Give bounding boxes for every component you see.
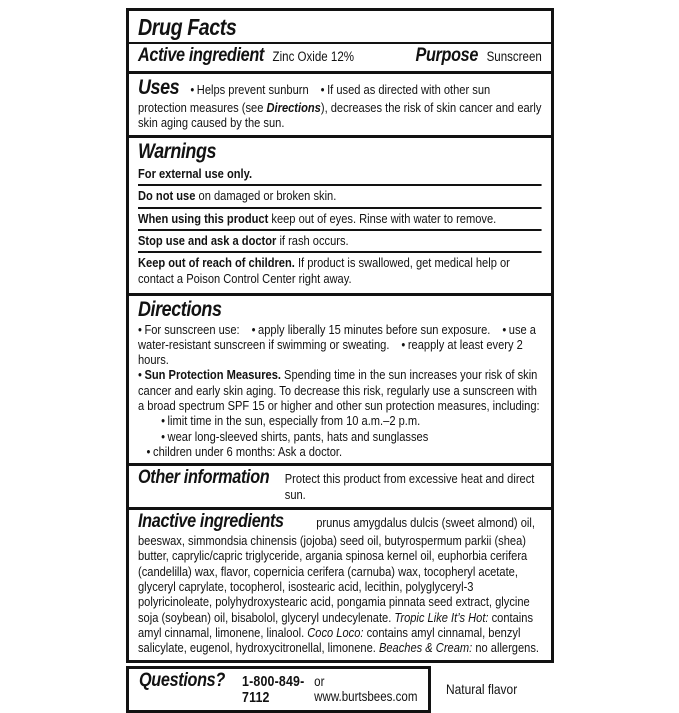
- questions-heading: Questions?: [139, 669, 225, 691]
- warning-bold: Do not use: [138, 188, 196, 204]
- uses-bullet-1-text: Helps prevent sunburn: [196, 82, 309, 98]
- directions-bullet-text: For sunscreen use:: [144, 321, 240, 337]
- warning-text: If product is swallowed, get medical help or contact a Poison Control Center right away.: [138, 255, 510, 286]
- active-ingredient-heading: Active ingredient: [138, 45, 264, 67]
- questions-phone-number: 1-800-849-7112: [242, 673, 305, 706]
- uses-bullet-2-post: ), decreases the risk of skin cancer and early skin aging caused by the sun.: [138, 99, 542, 131]
- inactive-ingredients-heading: Inactive ingredients: [138, 511, 284, 533]
- directions-children-bullet: [138, 444, 542, 459]
- bottom-row: [126, 666, 554, 713]
- bullet-icon: •: [138, 321, 142, 337]
- bullet-icon: •: [320, 82, 325, 98]
- warning-row-when-using: [138, 207, 542, 229]
- uses-bullet-1: [190, 82, 308, 97]
- warning-bold: Stop use and ask a doctor: [138, 233, 277, 248]
- sub-bullet-text: wear long-sleeved shirts, pants, hats and sunglasses: [167, 428, 429, 444]
- warning-row-keep-out-of-reach: [138, 251, 542, 289]
- warning-row-stop-use: [138, 229, 542, 251]
- directions-bullet-text: apply liberally 15 minutes before sun exposure.: [258, 321, 491, 337]
- directions-bullet-text: reapply at least every 2 hours.: [138, 336, 523, 368]
- drug-facts-label: [126, 8, 554, 713]
- bullet-icon: •: [138, 367, 142, 383]
- warning-bold: For external use only.: [138, 166, 253, 182]
- uses-directions-ref: Directions: [266, 99, 321, 115]
- inactive-ingredients-text: contains amyl cinnamal, benzyl salicylate, eugenol, hydroxycitronellal, limonene.: [138, 624, 521, 656]
- natural-flavor-label: Natural flavor: [445, 681, 517, 698]
- bullet-icon: •: [251, 321, 256, 337]
- bullet-icon: •: [161, 413, 165, 429]
- directions-bullet-text: use a water-resistant sunscreen if swimming or sweating.: [138, 321, 537, 352]
- active-ingredient-section: [129, 44, 551, 74]
- uses-heading: Uses: [138, 76, 180, 100]
- warnings-section: [129, 138, 551, 296]
- inactive-ingredients-section: [129, 510, 551, 660]
- sub-bullet-text: limit time in the sun, especially from 10 a.m.–2 p.m.: [167, 413, 421, 429]
- warnings-heading: Warnings: [138, 139, 217, 163]
- title-section: [129, 11, 551, 44]
- children-bullet-text: children under 6 months: Ask a doctor.: [153, 444, 343, 460]
- bullet-icon: •: [502, 321, 507, 337]
- fragrance-name-tropic-like-its-hot: Tropic Like It’s Hot:: [394, 609, 489, 625]
- sun-protection-bold: Sun Protection Measures.: [144, 367, 281, 383]
- drug-facts-title: Drug Facts: [138, 14, 237, 40]
- bullet-icon: •: [146, 444, 151, 460]
- directions-sub-bullet-clothing: [138, 429, 542, 444]
- other-information-heading: Other information: [138, 467, 270, 489]
- bullet-icon: •: [190, 82, 195, 98]
- fragrance-name-coco-loco: Coco Loco:: [307, 624, 364, 640]
- other-information-section: [129, 466, 551, 510]
- uses-section: [129, 74, 551, 137]
- fragrance-name-beaches-and-cream: Beaches & Cream:: [378, 640, 473, 656]
- active-ingredient-value: Zinc Oxide 12%: [272, 49, 355, 65]
- sun-protection-text: Spending time in the sun increases your risk of skin cancer and early skin aging. To decrease this risk, regularly use a sunscreen with a broad spectrum SPF 15 or higher and other sun protection measures, including:: [138, 367, 540, 414]
- bullet-icon: •: [161, 428, 165, 444]
- inactive-ingredients-text: contains amyl cinnamal, limonene, linalool.: [138, 609, 534, 640]
- directions-line-1: [138, 322, 542, 368]
- warning-bold: When using this product: [138, 210, 269, 226]
- directions-sub-bullet-limit-time: [138, 413, 542, 428]
- uses-bullet-2-pre: If used as directed with other sun protection measures (see: [138, 82, 491, 115]
- warning-text: keep out of eyes. Rinse with water to remove.: [268, 210, 497, 226]
- directions-section: [129, 296, 551, 466]
- inactive-ingredients-text: prunus amygdalus dulcis (sweet almond) oil, beeswax, simmondsia chinensis (jojoba) seed oil, butyrospermum parkii (shea) butter, caprylic/capric triglyceride, argania spinosa kernel oil, euphorbia cerifera (candelilla) wax, flavor, copernicia cerifera (carnuba) wax, tocopheryl acetate, glyceryl caprylate, tocopherol, isostearic acid, lecithin, polyglyceryl-3 polyricinoleate, polyhydroxystearic acid, pongamia pinnata seed extract, glycine soja (soybean) oil, bisabolol, glyceryl undecylenate.: [138, 515, 535, 625]
- directions-bullet: [252, 322, 491, 337]
- questions-box: [126, 666, 431, 713]
- warning-row-external-use: [138, 164, 542, 184]
- other-information-text: Protect this product from excessive heat and direct sun.: [284, 471, 535, 502]
- warning-row-do-not-use: [138, 184, 542, 206]
- purpose-heading: Purpose: [415, 45, 479, 67]
- inactive-ingredients-text: no allergens.: [472, 640, 539, 656]
- drug-facts-panel: [126, 8, 554, 663]
- directions-sun-protection: [138, 367, 542, 413]
- warning-bold: Keep out of reach of children.: [138, 255, 295, 271]
- directions-heading: Directions: [138, 297, 222, 321]
- questions-website: or www.burtsbees.com: [314, 673, 418, 704]
- directions-bullet: [138, 322, 240, 337]
- purpose-value: Sunscreen: [486, 49, 542, 65]
- bullet-icon: •: [401, 336, 406, 352]
- warning-text: if rash occurs.: [276, 233, 349, 248]
- warning-text: on damaged or broken skin.: [195, 188, 337, 204]
